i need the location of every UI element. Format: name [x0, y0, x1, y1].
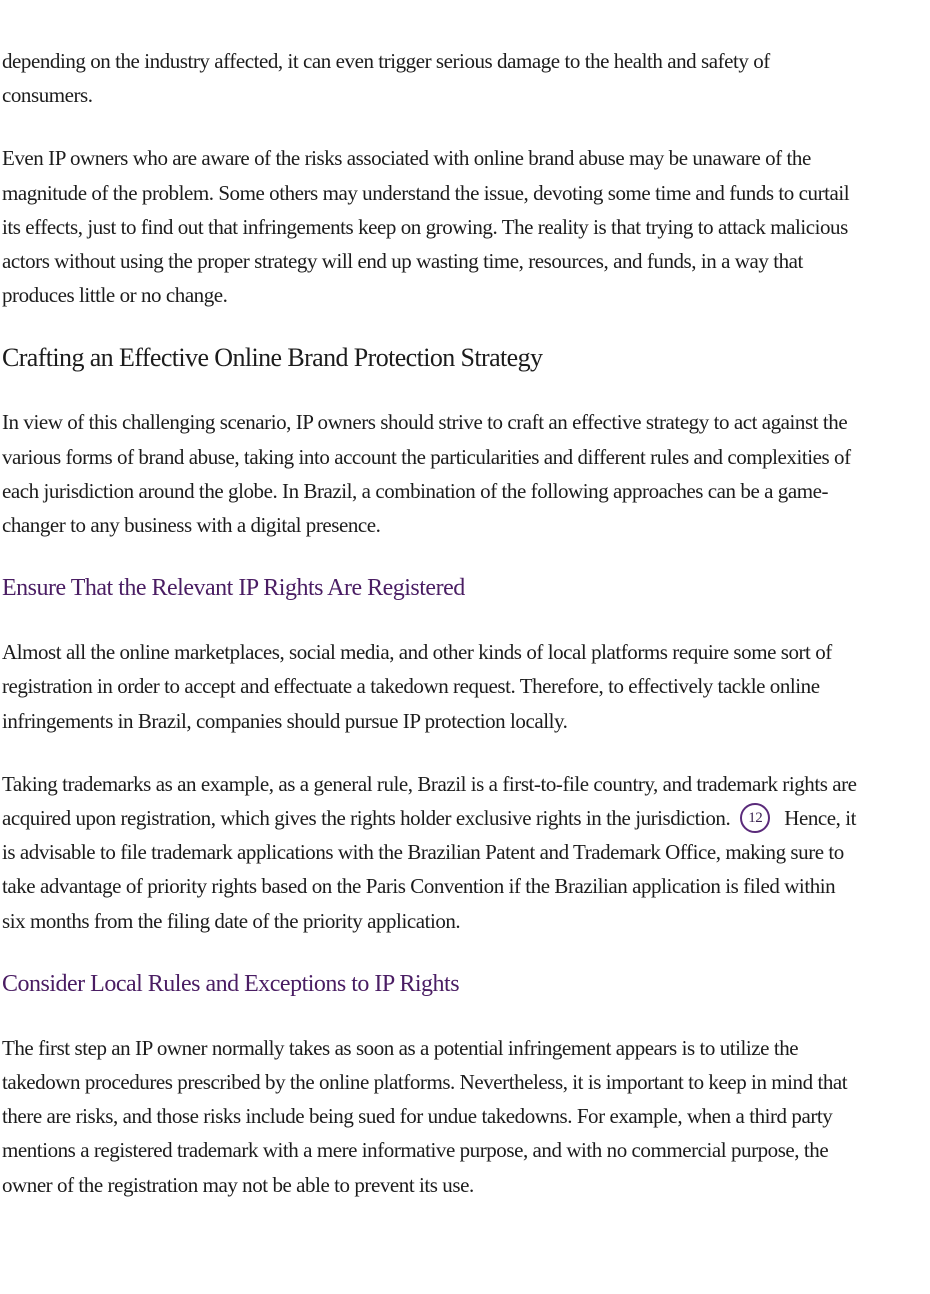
paragraph-owners-aware: Even IP owners who are aware of the risks associated with online brand abuse may be unaware of the magnitude of the problem. Some others may understand the issue, devoting some time and funds to curtail its effects, just to find out that infringements keep on growing. The reality is that trying to attack malicious actors without using the proper strategy will end up wasting time, resources, and funds, in a way that produces little or no change.	[2, 146, 850, 308]
subheading-register-ip: Ensure That the Relevant IP Rights Are Registered	[2, 575, 465, 602]
paragraph-trademarks	[2, 767, 862, 938]
article-body	[2, 44, 862, 1231]
footnote-marker[interactable]: 12	[740, 803, 770, 833]
trademarks-text-after: Hence, it is advisable to file trademark applications with the Brazilian Patent and Trademark Office, making sure to take advantage of priority rights based on the Paris Convention if the Brazilian application is filed within six months from the filing date of the priority application.	[2, 806, 857, 933]
paragraph-challenging-scenario: In view of this challenging scenario, IP owners should strive to craft an effective strategy to act against the various forms of brand abuse, taking into account the particularities and different rules and complexities of each jurisdiction around the globe. In Brazil, a combination of the following approaches can be a game-changer to any business with a digital presence.	[2, 410, 851, 538]
trademarks-text-before: Taking trademarks as an example, as a general rule, Brazil is a first-to-file country, and trademark rights are acquired upon registration, which gives the rights holder exclusive rights in the jurisdiction.	[2, 771, 857, 831]
subheading-local-rules: Consider Local Rules and Exceptions to IP Rights	[2, 970, 460, 997]
paragraph-intro-tail: depending on the industry affected, it can even trigger serious damage to the health and safety of consumers.	[2, 49, 770, 108]
paragraph-first-step: The first step an IP owner normally takes as soon as a potential infringement appears is to utilize the takedown procedures prescribed by the online platforms. Nevertheless, it is important to keep in mind that there are risks, and those risks include being sued for undue takedowns. For example, when a third party mentions a registered trademark with a mere informative purpose, and with no commercial purpose, the owner of the registration may not be able to prevent its use.	[2, 1035, 848, 1197]
paragraph-marketplaces: Almost all the online marketplaces, social media, and other kinds of local platforms require some sort of registration in order to accept and effectuate a takedown request. Therefore, to effectively tackle online infringements in Brazil, companies should pursue IP protection locally.	[2, 640, 832, 733]
section-heading-strategy: Crafting an Effective Online Brand Protection Strategy	[2, 343, 543, 373]
